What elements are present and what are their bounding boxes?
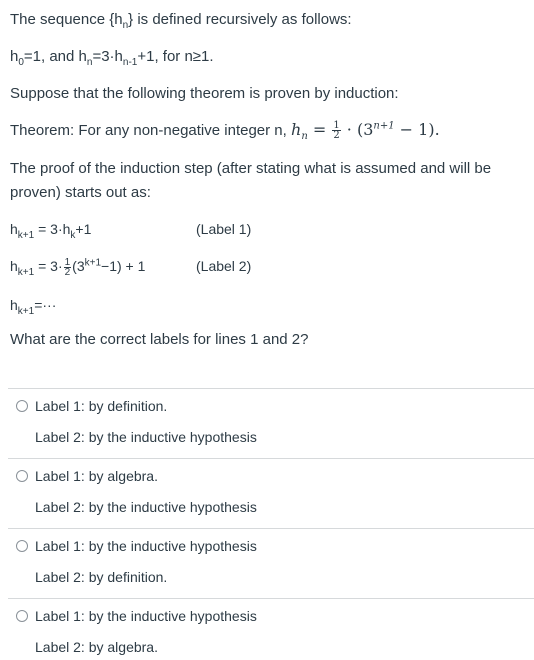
radio-button[interactable] — [16, 540, 28, 552]
sequence-intro: The sequence $\{h_n\}$ is defined recursively as follows: — [10, 11, 352, 31]
option-label-line2[interactable]: Label 2: by definition. — [35, 569, 168, 585]
proof-step-3: $h_{k+1}=\cdot\cdot\cdot$ — [10, 297, 57, 317]
option-label-line1[interactable]: Label 1: by algebra. — [35, 468, 158, 484]
label-1-tag: (Label 1) — [196, 221, 252, 237]
proof-step-2: $h_{k+1} = 3\cdot$ $\frac{1}{2}$ $(3^{k+1}-1) + 1$ (Label 2) — [10, 256, 252, 278]
label-2-tag: (Label 2) — [196, 258, 252, 274]
theorem-fraction: $\frac{1}{2}$ — [333, 120, 340, 141]
radio-button[interactable] — [16, 400, 28, 412]
proof-step-1: $h_{k+1} = 3\cdot h_k+1$ (Label 1) — [10, 221, 252, 241]
option-label-line2[interactable]: Label 2: by algebra. — [35, 639, 158, 655]
divider — [8, 598, 534, 599]
option-label-line2[interactable]: Label 2: by the inductive hypothesis — [35, 429, 257, 445]
proof-intro-line2: proven) starts out as: — [10, 184, 151, 201]
option-label-line1[interactable]: Label 1: by definition. — [35, 398, 168, 414]
step2-fraction: $\frac{1}{2}$ — [64, 256, 71, 278]
option-label-line1[interactable]: Label 1: by the inductive hypothesis — [35, 538, 257, 554]
option-label-line2[interactable]: Label 2: by the inductive hypothesis — [35, 499, 257, 515]
divider — [8, 458, 534, 459]
question-prompt: What are the correct labels for lines 1 and 2? — [10, 331, 309, 348]
theorem-statement: Theorem: For any non-negative integer n, $h_n$ = $\frac{1}{2}$ · $(3^{n+1} - 1)$. — [10, 120, 440, 143]
option-label-line1[interactable]: Label 1: by the inductive hypothesis — [35, 608, 257, 624]
divider — [8, 528, 534, 529]
radio-button[interactable] — [16, 610, 28, 622]
sequence-definition: $h_0=1$, and $h_n=3\cdot h_{n-1}+1$, for n≥1. — [10, 48, 214, 68]
proof-intro-line1: The proof of the induction step (after stating what is assumed and will be — [10, 160, 492, 177]
suppose-text: Suppose that the following theorem is proven by induction: — [10, 85, 399, 102]
radio-button[interactable] — [16, 470, 28, 482]
divider — [8, 388, 534, 389]
